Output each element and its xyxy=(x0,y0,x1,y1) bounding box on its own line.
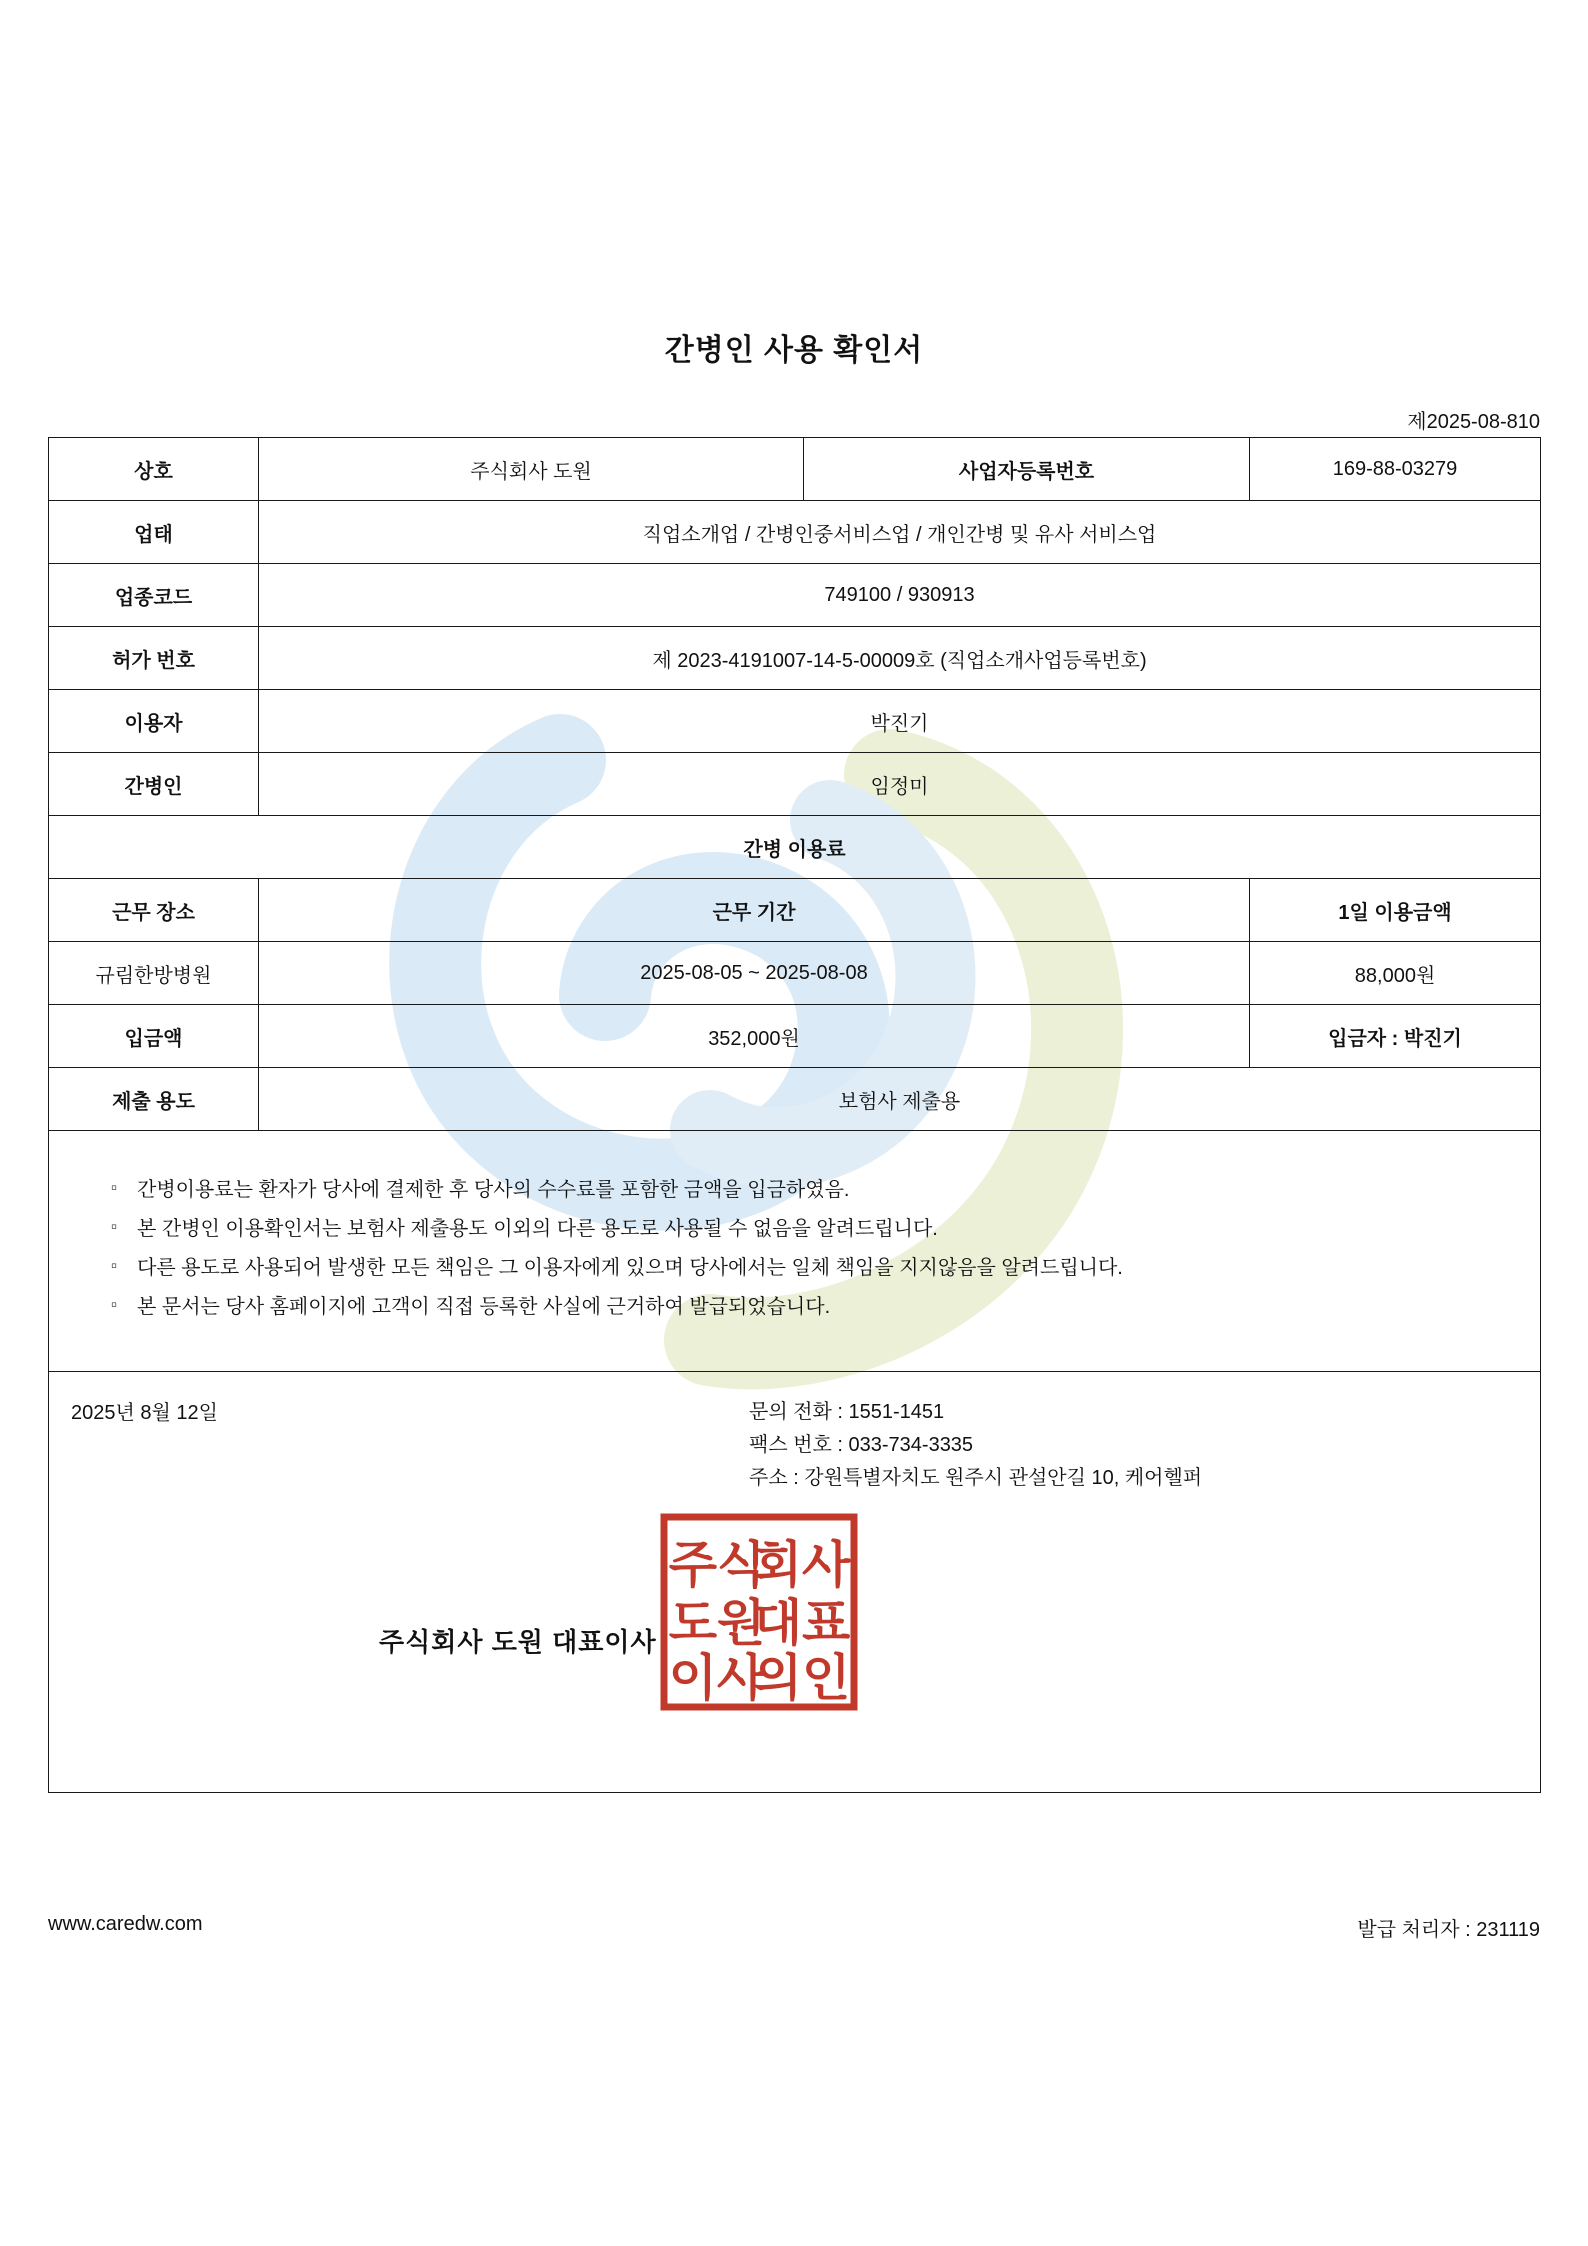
svg-text:대표: 대표 xyxy=(753,1595,851,1651)
row-value-caregiver: 임정미 xyxy=(259,753,1541,816)
fee-section-title: 간병 이용료 xyxy=(49,816,1541,879)
certificate-table xyxy=(48,437,1541,1793)
table-row-section-title xyxy=(49,816,1541,879)
table-row xyxy=(49,501,1541,564)
value-workplace: 규림한방병원 xyxy=(49,942,259,1005)
table-row xyxy=(49,1068,1541,1131)
notes-cell xyxy=(49,1131,1541,1372)
row-label-deposit: 입금액 xyxy=(49,1005,259,1068)
table-row-notes xyxy=(49,1131,1541,1372)
row-label-license-no: 허가 번호 xyxy=(49,627,259,690)
list-item: ▫ 다른 용도로 사용되어 발생한 모든 책임은 그 이용자에게 있으며 당사에서는 일체 책임을 지지않음을 알려드립니다. xyxy=(111,1249,1540,1288)
contact-block xyxy=(749,1396,1202,1495)
notes-list xyxy=(49,1171,1540,1327)
row-value-industry-code: 749100 / 930913 xyxy=(259,564,1541,627)
row-value-company: 주식회사 도원 xyxy=(259,438,804,501)
page-footer xyxy=(48,1895,1540,1955)
website-url[interactable]: www.caredw.com xyxy=(48,1913,203,1935)
row-label-bizno: 사업자등록번호 xyxy=(804,438,1250,501)
issue-date: 2025년 8월 12일 xyxy=(71,1402,218,1424)
row-label-business-type: 업태 xyxy=(49,501,259,564)
issuer-id: 발급 처리자 : 231119 xyxy=(1357,1919,1540,1941)
table-row-footer xyxy=(49,1372,1541,1793)
signature-line: 주식회사 도원 대표이사 xyxy=(379,1627,657,1657)
row-label-company: 상호 xyxy=(49,438,259,501)
table-row xyxy=(49,879,1541,942)
row-value-license-no: 제 2023-4191007-14-5-00009호 (직업소개사업등록번호) xyxy=(259,627,1541,690)
svg-text:회사: 회사 xyxy=(753,1537,851,1593)
company-seal-stamp xyxy=(659,1512,859,1712)
row-value-user: 박진기 xyxy=(259,690,1541,753)
contact-fax: 팩스 번호 : 033-734-3335 xyxy=(749,1434,974,1456)
row-label-purpose: 제출 용도 xyxy=(49,1068,259,1131)
table-row xyxy=(49,753,1541,816)
svg-text:의인: 의인 xyxy=(753,1650,851,1706)
row-label-user: 이용자 xyxy=(49,690,259,753)
value-purpose: 보험사 제출용 xyxy=(259,1068,1541,1131)
table-row xyxy=(49,438,1541,501)
value-depositor: 입금자 : 박진기 xyxy=(1250,1005,1541,1068)
row-label-caregiver: 간병인 xyxy=(49,753,259,816)
row-value-business-type: 직업소개업 / 간병인중서비스업 / 개인간병 및 유사 서비스업 xyxy=(259,501,1541,564)
row-label-industry-code: 업종코드 xyxy=(49,564,259,627)
table-row xyxy=(49,942,1541,1005)
value-period: 2025-08-05 ~ 2025-08-08 xyxy=(259,942,1250,1005)
table-row xyxy=(49,564,1541,627)
list-item: ▫ 본 간병인 이용확인서는 보험사 제출용도 이외의 다른 용도로 사용될 수 없음을 알려드립니다. xyxy=(111,1210,1540,1249)
table-row xyxy=(49,1005,1541,1068)
contact-address: 주소 : 강원특별자치도 원주시 관설안길 10, 케어헬퍼 xyxy=(749,1467,1203,1489)
page-title: 간병인 사용 확인서 xyxy=(664,334,924,367)
header-period: 근무 기간 xyxy=(259,879,1250,942)
value-daily-fee: 88,000원 xyxy=(1250,942,1541,1005)
svg-text:도원: 도원 xyxy=(668,1595,766,1651)
table-row xyxy=(49,690,1541,753)
footer-cell xyxy=(49,1372,1541,1793)
list-item: ▫ 간병이용료는 환자가 당사에 결제한 후 당사의 수수료를 포함한 금액을 입금하였음. xyxy=(111,1171,1540,1210)
contact-phone: 문의 전화 : 1551-1451 xyxy=(749,1401,945,1423)
value-deposit-amount: 352,000원 xyxy=(259,1005,1250,1068)
svg-text:주식: 주식 xyxy=(668,1537,766,1593)
list-item: ▫ 본 문서는 당사 홈페이지에 고객이 직접 등록한 사실에 근거하여 발급되었습니다. xyxy=(111,1288,1540,1327)
table-row xyxy=(49,627,1541,690)
document-number: 제2025-08-810 xyxy=(1407,411,1540,433)
row-value-bizno: 169-88-03279 xyxy=(1250,438,1541,501)
header-daily-fee: 1일 이용금액 xyxy=(1250,879,1541,942)
svg-text:이사: 이사 xyxy=(668,1650,766,1706)
header-workplace: 근무 장소 xyxy=(49,879,259,942)
